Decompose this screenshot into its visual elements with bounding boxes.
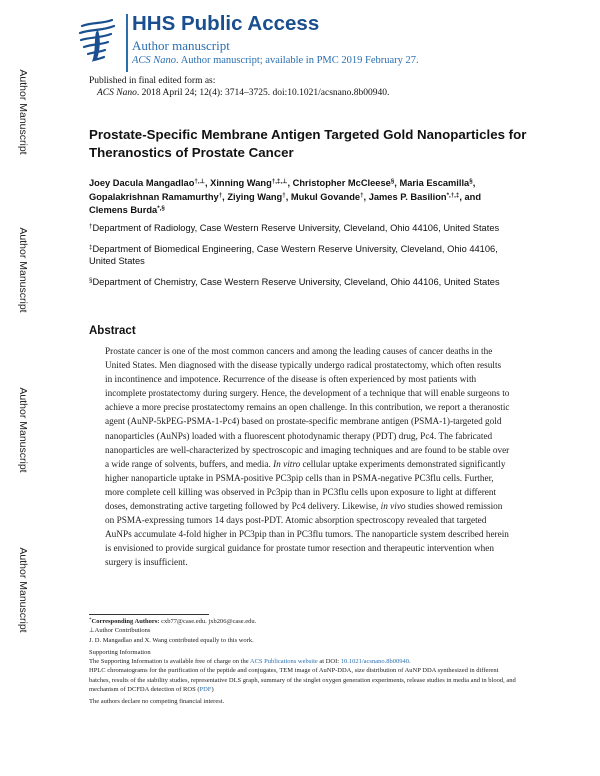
footnote-divider	[89, 614, 209, 615]
author-manuscript-sidebar: Author Manuscript Author Manuscript Author Manuscript Author Manuscript	[17, 69, 29, 633]
author-affiliation-marks: †	[360, 191, 364, 199]
affiliation-text: Department of Chemistry, Case Western Reserve University, Cleveland, Ohio 44106, United States	[92, 276, 500, 287]
author-affiliation-marks: §	[390, 178, 395, 185]
author-name: Gopalakrishnan Ramamurthy	[89, 191, 219, 202]
competing-interest-statement: The authors declare no competing financial interest.	[89, 698, 225, 706]
abstract-text: Prostate cancer is one of the most common cancers and among the leading causes of cancer deaths in the United States. Men diagnosed with the disease typically undergo radical prostatectomy, which often results in incontinence and impotence. Recurrence of the disease is often experienced by most patients with incomplete prostatectomy during surgery. Hence, the development of a technique that will enable surgeons to achieve a more precise prostatectomy remains an open challenge. In this contribution, we report a theranostic agent (AuNP-5kPEG-PSMA-1-Pc4) based on prostate-specific membrane antigen (PSMA-1)-targeted gold nanoparticles (AuNPs) loaded with a fluorescent photodynamic therapy (PDT) drug, Pc4. The fabricated nanoparticles are well-characterized by spectroscopic and imaging techniques and are found to be stable over a wide range of solvents, buffers, and media. In vitro cellular uptake experiments demonstrated significantly higher nanoparticle uptake in PSMA-positive PC3pip cells than in PSMA-negative PC3flu cells. Further, more complete cell killing was observed in Pc3pip than in PC3flu cells upon exposure to light at different doses, demonstrating active targeting followed by Pc4 delivery. Likewise, in vivo studies showed remission on PSMA-expressing tumors 14 days post-PDT. Atomic absorption spectroscopy revealed that targeted AuNPs accumulate 4-fold higher in PC3pip than in PC3flu tumors. The nanoparticle system described herein is envisioned to provide surgical guidance for prostate tumor resection and therapeutic intervention when surgery is insufficient.	[105, 347, 510, 569]
author-affiliation-marks: *,†,‡	[446, 191, 460, 199]
author-separator: ,	[287, 178, 293, 188]
author-affiliation-marks: †,‡,⊥	[271, 178, 288, 185]
hhs-title: HHS Public Access	[132, 12, 320, 35]
author-name: Clemens Burda	[89, 205, 158, 215]
author-separator: ,	[472, 178, 476, 188]
author-name: Xinning Wang	[210, 178, 272, 188]
author-affiliation-marks: *,§	[157, 205, 165, 212]
equal-contribution-note: J. D. Mangadlao and X. Wang contributed equally to this work.	[89, 636, 254, 644]
abstract-heading: Abstract	[89, 325, 136, 337]
affiliation-item	[89, 242, 509, 268]
citation-line: ACS Nano. 2018 April 24; 12(4): 3714–3725. doi:10.1021/acsnano.8b00940.	[97, 88, 390, 98]
author-name: Ziying Wang	[227, 191, 283, 202]
header-divider	[126, 14, 128, 72]
affiliation-mark: ‡	[89, 243, 93, 251]
footnotes	[89, 616, 519, 707]
author-separator: , and	[459, 191, 482, 202]
acs-publications-link[interactable]: ACS Publications website	[249, 658, 318, 666]
author-name: Maria Escamilla	[399, 178, 470, 188]
corresponding-authors: *Corresponding Authors: cxb77@case.edu. jxb206@case.edu.	[89, 618, 257, 625]
author-name: James P. Basilion	[368, 191, 447, 202]
author-name: Mukul Govande	[290, 191, 361, 202]
author-separator: ,	[394, 178, 400, 188]
author-affiliation-marks: †	[282, 191, 286, 199]
author-separator: ,	[204, 178, 211, 188]
author-affiliation-marks: †	[218, 191, 223, 199]
author-affiliation-marks: †,⊥	[194, 178, 205, 185]
published-in-label: Published in final edited form as:	[89, 76, 216, 86]
contributions-heading: ⊥Author Contributions	[89, 627, 151, 635]
author-affiliation-marks: §	[469, 178, 473, 185]
article-title: Prostate-Specific Membrane Antigen Targeted Gold Nanoparticles for Theranostics of Prostate Cancer	[89, 127, 527, 160]
author-list	[89, 176, 509, 217]
hhs-eagle-logo-icon	[74, 12, 122, 68]
doi-link[interactable]: 10.1021/acsnano.8b00940	[340, 658, 409, 666]
affiliation-mark: †	[89, 223, 93, 230]
affiliation-text: Department of Biomedical Engineering, Case Western Reserve University, Cleveland, Ohio 44106, United States	[89, 243, 498, 266]
author-separator: ,	[363, 191, 369, 202]
affiliation-mark: §	[89, 276, 93, 284]
author-separator: ,	[285, 191, 291, 202]
author-name: Joey Dacula Mangadlao	[89, 178, 195, 188]
availability-line: ACS Nano. Author manuscript; available in PMC 2019 February 27.	[132, 55, 419, 66]
affiliation-item	[89, 221, 509, 235]
supporting-info-text: The Supporting Information is available free of charge on the ACS Publications website at DOI: 10.1021/acsnano.8b00940.	[89, 658, 411, 666]
affiliation-item	[89, 275, 509, 289]
supporting-info-detail: HPLC chromatograms for the purification of the peptide and conjugates, TEM image of AuNP-DDA, size distribution of AuNP DDA synthesized in different batches, results of the stability studies, representative DLS graph, summary of the singlet oxygen generation experiments, release studies in media and in blood, and mechanism of DCFDA detection of ROS (PDF)	[89, 667, 516, 694]
manuscript-label: Author manuscript	[132, 38, 230, 53]
author-separator: ,	[222, 191, 228, 202]
supporting-info-heading: Supporting Information	[89, 648, 151, 656]
hhs-header	[74, 8, 574, 73]
affiliation-list	[89, 221, 509, 295]
author-name: Christopher McCleese	[292, 178, 391, 188]
affiliation-text: Department of Radiology, Case Western Reserve University, Cleveland, Ohio 44106, United States	[92, 223, 500, 233]
pdf-link[interactable]: PDF	[199, 686, 212, 694]
